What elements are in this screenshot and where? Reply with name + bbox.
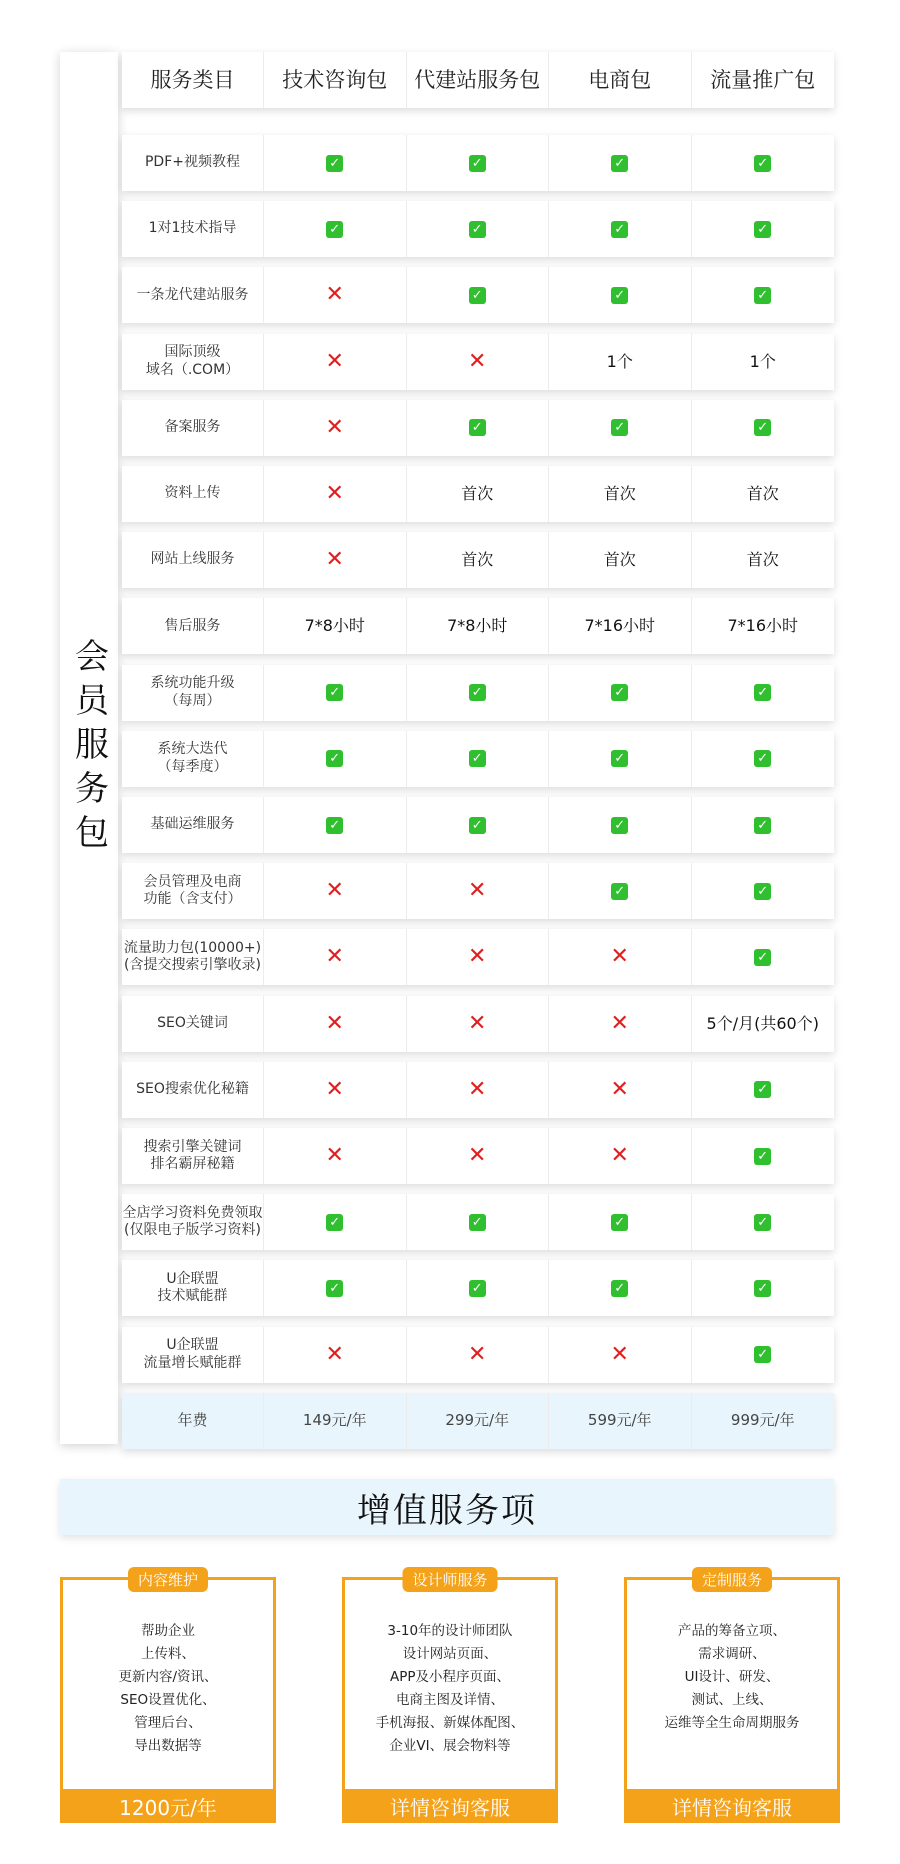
cross-cell [407, 1128, 550, 1184]
cross-icon: ✕ [325, 1143, 344, 1168]
cross-icon: ✕ [325, 547, 344, 573]
value-cell: 1个 [549, 334, 692, 390]
check-cell [549, 863, 692, 919]
check-cell [407, 1260, 550, 1316]
table-row [122, 929, 834, 985]
cross-icon: ✕ [610, 1341, 629, 1367]
cross-cell [264, 1062, 407, 1118]
row-label: 基础运维服务 [122, 797, 264, 853]
cross-cell [407, 996, 550, 1052]
card-badge: 设计师服务 [402, 1567, 497, 1592]
check-cell [549, 797, 692, 853]
check-cell [692, 267, 835, 323]
check-icon: ✓ [469, 684, 486, 701]
table-row [122, 400, 834, 456]
cross-icon: ✕ [325, 481, 344, 506]
row-label: 系统大迭代 （每季度） [122, 731, 264, 787]
check-icon: ✓ [469, 221, 486, 238]
cross-icon: ✕ [325, 1010, 344, 1036]
check-icon: ✓ [754, 155, 771, 172]
table-row [122, 1327, 834, 1383]
value-added-title: 增值服务项 [60, 1479, 834, 1535]
check-icon: ✓ [611, 221, 628, 238]
cross-icon: ✕ [468, 1076, 487, 1102]
check-icon: ✓ [754, 221, 771, 238]
check-cell [692, 201, 835, 257]
check-icon: ✓ [754, 287, 771, 304]
value-cell: 首次 [407, 466, 550, 522]
check-cell [549, 267, 692, 323]
check-icon: ✓ [611, 155, 628, 172]
cross-icon: ✕ [468, 944, 487, 970]
cross-cell [407, 1327, 550, 1383]
check-icon: ✓ [754, 750, 771, 767]
card-content-maintenance [60, 1571, 276, 1820]
cross-cell [264, 267, 407, 323]
check-icon: ✓ [326, 684, 343, 701]
check-icon: ✓ [469, 419, 486, 436]
check-icon: ✓ [611, 817, 628, 834]
card-footer: 详情咨询客服 [624, 1789, 840, 1823]
header-traffic: 流量推广包 [710, 67, 816, 92]
cross-icon: ✕ [468, 1010, 487, 1036]
check-cell [549, 1260, 692, 1316]
fee-value: 299元/年 [407, 1393, 550, 1449]
check-cell [692, 863, 835, 919]
check-icon: ✓ [611, 1214, 628, 1231]
row-label: 网站上线服务 [122, 532, 264, 588]
cross-icon: ✕ [610, 1010, 629, 1036]
check-icon: ✓ [326, 750, 343, 767]
table-row [122, 996, 834, 1052]
cross-cell [407, 334, 550, 390]
check-icon: ✓ [754, 1346, 771, 1363]
check-icon: ✓ [611, 684, 628, 701]
check-cell [549, 135, 692, 191]
cross-icon: ✕ [468, 878, 487, 904]
value-cell: 首次 [746, 484, 779, 503]
fee-value: 599元/年 [549, 1393, 692, 1449]
check-cell [692, 665, 835, 721]
cross-icon: ✕ [325, 282, 344, 308]
card-badge: 内容维护 [128, 1567, 208, 1592]
check-icon: ✓ [469, 750, 486, 767]
table-row [122, 665, 834, 721]
table-row [122, 1062, 834, 1118]
check-icon: ✓ [469, 1280, 486, 1297]
table-row [122, 267, 834, 323]
check-icon: ✓ [754, 1280, 771, 1297]
cross-icon: ✕ [468, 1341, 487, 1367]
check-icon: ✓ [754, 1214, 771, 1231]
header-category: 服务类目 [122, 52, 264, 108]
check-cell [692, 400, 835, 456]
cross-cell [264, 1128, 407, 1184]
card-custom-service [624, 1571, 840, 1820]
value-cell: 7*8小时 [407, 598, 550, 654]
check-icon: ✓ [754, 1148, 771, 1165]
check-icon: ✓ [754, 419, 771, 436]
check-cell [692, 797, 835, 853]
card-badge: 定制服务 [692, 1567, 772, 1592]
table-row [122, 201, 834, 257]
table-header [122, 52, 834, 108]
check-cell [407, 1194, 550, 1250]
header-tech-consult: 技术咨询包 [264, 52, 407, 108]
check-cell [264, 201, 407, 257]
check-icon: ✓ [611, 419, 628, 436]
cross-cell [264, 334, 407, 390]
cross-cell [549, 1327, 692, 1383]
cross-cell [264, 400, 407, 456]
check-icon: ✓ [754, 949, 771, 966]
value-cell: 7*16小时 [549, 598, 692, 654]
check-icon: ✓ [754, 684, 771, 701]
check-cell [264, 731, 407, 787]
card-body: 3-10年的设计师团队 设计网站页面、 APP及小程序页面、 电商主图及详情、 手机海报、新媒体配图、 企业VI、展会物料等 [375, 1623, 525, 1754]
fee-value: 149元/年 [264, 1393, 407, 1449]
row-label: 1对1技术指导 [122, 201, 264, 257]
check-icon: ✓ [326, 817, 343, 834]
check-icon: ✓ [469, 287, 486, 304]
row-label: PDF+视频教程 [122, 135, 264, 191]
row-label: 国际顶级 域名（.COM） [122, 334, 264, 390]
row-label: 一条龙代建站服务 [122, 267, 264, 323]
cross-cell [549, 929, 692, 985]
cross-icon: ✕ [610, 1143, 629, 1168]
check-cell [692, 731, 835, 787]
check-cell [407, 665, 550, 721]
cross-cell [549, 1128, 692, 1184]
check-cell [692, 1327, 835, 1383]
value-cell: 首次 [746, 550, 779, 570]
cross-icon: ✕ [610, 944, 629, 970]
cross-icon: ✕ [325, 878, 344, 904]
check-icon: ✓ [326, 1280, 343, 1297]
fee-label: 年费 [122, 1393, 264, 1449]
row-label: 备案服务 [122, 400, 264, 456]
table-row [122, 532, 834, 588]
value-cell: 7*8小时 [264, 598, 407, 654]
card-body: 产品的筹备立项、 需求调研、 UI设计、研发、 测试、上线、 运维等全生命周期服务 [664, 1623, 800, 1731]
row-label: 会员管理及电商 功能（含支付） [122, 863, 264, 919]
value-cell: 1个 [749, 351, 776, 371]
value-cell: 5个/月(共60个) [706, 1013, 819, 1033]
row-label: 搜索引擎关键词 排名霸屏秘籍 [122, 1128, 264, 1184]
table-row [122, 334, 834, 390]
check-cell [264, 1260, 407, 1316]
check-icon: ✓ [754, 817, 771, 834]
table-row [122, 1260, 834, 1316]
check-cell [407, 267, 550, 323]
value-cell: 首次 [407, 532, 550, 588]
check-cell [692, 1062, 835, 1118]
cross-cell [407, 863, 550, 919]
check-icon: ✓ [469, 1214, 486, 1231]
check-cell [549, 665, 692, 721]
value-cell: 首次 [549, 466, 692, 522]
check-cell [264, 1194, 407, 1250]
side-label [60, 52, 118, 1444]
check-icon: ✓ [611, 883, 628, 900]
check-icon: ✓ [326, 221, 343, 238]
cross-icon: ✕ [325, 944, 344, 970]
cross-cell [264, 466, 407, 522]
cross-icon: ✕ [325, 348, 344, 374]
check-cell [692, 1194, 835, 1250]
check-cell [549, 731, 692, 787]
card-designer-service [342, 1571, 558, 1820]
cross-icon: ✕ [325, 414, 344, 440]
check-cell [264, 135, 407, 191]
check-cell [407, 201, 550, 257]
check-icon: ✓ [611, 750, 628, 767]
cross-cell [549, 1062, 692, 1118]
cross-icon: ✕ [468, 1143, 487, 1168]
fee-value: 999元/年 [730, 1411, 795, 1430]
card-footer: 1200元/年 [60, 1789, 276, 1823]
row-label: 资料上传 [122, 466, 264, 522]
row-label: SEO搜索优化秘籍 [122, 1062, 264, 1118]
check-icon: ✓ [326, 155, 343, 172]
cross-cell [264, 532, 407, 588]
check-icon: ✓ [326, 1214, 343, 1231]
cross-icon: ✕ [468, 348, 487, 374]
cross-cell [407, 1062, 550, 1118]
check-cell [549, 201, 692, 257]
check-cell [692, 929, 835, 985]
check-icon: ✓ [469, 817, 486, 834]
fee-row [122, 1393, 834, 1449]
table-row [122, 135, 834, 191]
check-cell [264, 797, 407, 853]
side-label-text: 会员服务包 [68, 638, 109, 858]
cross-icon: ✕ [325, 1341, 344, 1367]
cross-icon: ✕ [325, 1076, 344, 1102]
check-icon: ✓ [611, 287, 628, 304]
cross-cell [264, 996, 407, 1052]
row-label: SEO关键词 [122, 996, 264, 1052]
check-cell [549, 1194, 692, 1250]
check-cell [407, 400, 550, 456]
cross-cell [264, 1327, 407, 1383]
row-label: 系统功能升级 （每周） [122, 665, 264, 721]
check-cell [692, 135, 835, 191]
check-cell [692, 1128, 835, 1184]
check-icon: ✓ [754, 1081, 771, 1098]
cross-icon: ✕ [610, 1076, 629, 1102]
header-ecommerce: 电商包 [549, 52, 692, 108]
cross-cell [264, 863, 407, 919]
value-cell: 7*16小时 [727, 616, 799, 636]
value-cell: 首次 [549, 532, 692, 588]
table-row [122, 797, 834, 853]
check-cell [407, 731, 550, 787]
check-cell [692, 1260, 835, 1316]
table-row [122, 1194, 834, 1250]
table-row [122, 863, 834, 919]
row-label: 售后服务 [122, 598, 264, 654]
header-site-build: 代建站服务包 [407, 52, 550, 108]
check-cell [407, 135, 550, 191]
cross-cell [264, 929, 407, 985]
row-label: U企联盟 技术赋能群 [122, 1260, 264, 1316]
card-footer: 详情咨询客服 [342, 1789, 558, 1823]
check-icon: ✓ [611, 1280, 628, 1297]
table-row [122, 731, 834, 787]
row-label: U企联盟 流量增长赋能群 [122, 1327, 264, 1383]
check-cell [264, 665, 407, 721]
check-icon: ✓ [754, 883, 771, 900]
table-row [122, 466, 834, 522]
card-body: 帮助企业 上传料、 更新内容/资讯、 SEO设置优化、 管理后台、 导出数据等 [118, 1623, 218, 1754]
check-cell [407, 797, 550, 853]
cross-cell [407, 929, 550, 985]
check-cell [549, 400, 692, 456]
check-icon: ✓ [469, 155, 486, 172]
table-row [122, 1128, 834, 1184]
table-row [122, 598, 834, 654]
row-label: 全店学习资料免费领取 (仅限电子版学习资料) [122, 1194, 264, 1250]
cross-cell [549, 996, 692, 1052]
row-label: 流量助力包(10000+) (含提交搜索引擎收录) [122, 929, 264, 985]
